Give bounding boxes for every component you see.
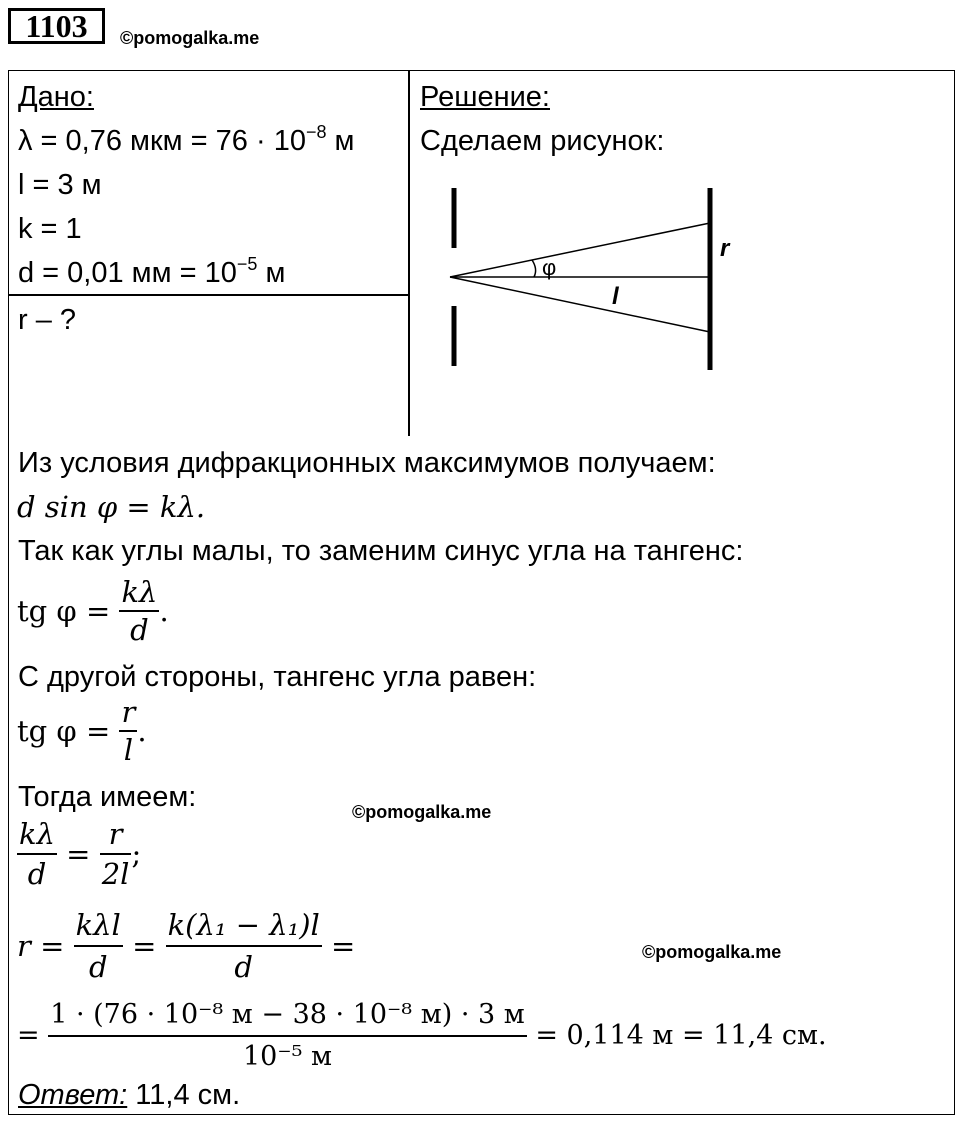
diffraction-figure	[420, 180, 760, 380]
frac-r-l: $\frac{r}{l}$	[121, 695, 136, 767]
eq-numeric: = $\frac{\text{1 · (76 · 10⁻⁸ м − 38 · 10⁻⁸ м) · 3 м}}{\text{10⁻⁵ м}}$ = 0,114 м = 11,4 см.	[17, 995, 827, 1077]
frac-eq5-1: $\frac{\text{kλl}}{d}$	[74, 905, 123, 987]
eq-r-expression: r = $\frac{\text{kλl}}{d}$ = $\frac{\text{k(λ₁ − λ₁)l}}{d}$ =	[17, 905, 355, 987]
given-l: l = 3 м	[18, 169, 102, 201]
frac-eq6: $\frac{\text{1 · (76 · 10⁻⁸ м − 38 · 10⁻⁸ м) · 3 м}}{\text{10⁻⁵ м}}$	[48, 995, 527, 1077]
problem-number: 1103	[8, 8, 105, 44]
find-r: r – ?	[18, 304, 77, 336]
text-small-angles: Так как углы малы, то заменим синус угла на тангенс:	[18, 535, 744, 567]
tg-label-1: tg φ =	[17, 594, 111, 628]
given-k: k = 1	[18, 213, 82, 245]
text-condition: Из условия дифракционных максимумов получаем:	[18, 447, 716, 479]
eq-equality: $\frac{k\lambda}{d}$ = $\frac{r}{2l}$ ;	[19, 817, 142, 891]
ray-lower	[450, 277, 710, 332]
tg-label-2: tg φ =	[17, 714, 111, 748]
watermark-middle: ©pomogalka.me	[352, 802, 492, 822]
eq6-result: = 0,114 м = 11,4 см.	[535, 1020, 827, 1051]
answer-label: Ответ:	[18, 1079, 128, 1111]
angle-arc	[532, 260, 536, 277]
frac-eq4-right: $\frac{r}{2l}$	[101, 817, 130, 891]
frac-k-lambda-d: $\frac{k\lambda}{d}$	[121, 575, 158, 647]
make-drawing: Сделаем рисунок:	[420, 125, 665, 157]
text-other-side: С другой стороны, тангенс угла равен:	[18, 661, 537, 693]
eq-tangent-2: tg φ = $\frac{r}{l}$ .	[17, 695, 147, 767]
label-phi: φ	[542, 255, 557, 280]
text-then: Тогда имеем:	[18, 781, 197, 813]
given-d: d = 0,01 мм = $10^{-5}$ м	[18, 254, 286, 289]
answer-value: 11,4 см.	[127, 1079, 241, 1111]
eq-tangent-1: tg φ = $\frac{k\lambda}{d}$ .	[17, 575, 169, 647]
given-lambda: λ = 0,76 мкм = $76 \cdot 10^{-8}$ м	[18, 122, 355, 157]
label-l: l	[612, 283, 619, 310]
divider-vertical	[408, 70, 410, 436]
watermark-lower: ©pomogalka.me	[642, 942, 782, 962]
ray-upper	[450, 223, 710, 277]
frac-eq4-left: $\frac{k\lambda}{d}$	[19, 817, 55, 891]
watermark-top: ©pomogalka.me	[120, 28, 260, 48]
label-r: r	[720, 235, 730, 262]
answer	[18, 1078, 240, 1112]
eq-grating: d sin φ = kλ.	[17, 490, 206, 524]
solution-title: Решение:	[420, 81, 550, 113]
frac-eq5-2: $\frac{\text{k(λ₁ − λ₁)l}}{d}$	[166, 905, 322, 987]
given-title: Дано:	[18, 81, 94, 113]
divider-horizontal	[8, 294, 409, 296]
